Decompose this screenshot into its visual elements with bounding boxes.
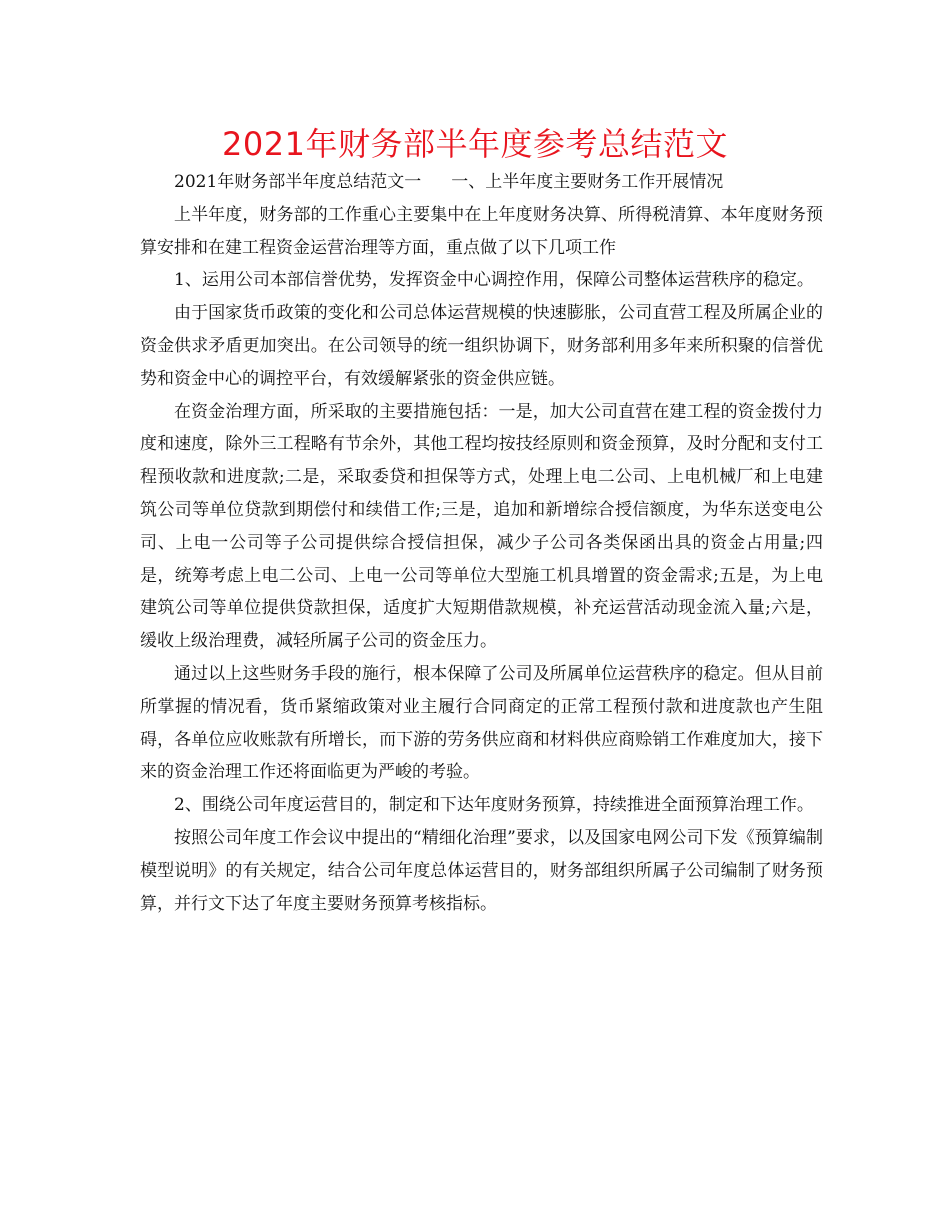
paragraph: 在资金治理方面，所采取的主要措施包括：一是，加大公司直营在建工程的资金拨付力度和速度，除外三工程略有节余外，其他工程均按技经原则和资金预算，及时分配和支付工程预收款和进度款;二是，采取委贷和担保等方式，处理上电二公司、上电机械厂和上电建筑公司等单位贷款到期偿付和续借工作;三是，追加和新增综合授信额度，为华东送变电公司、上电一公司等子公司提供综合授信担保，减少子公司各类保函出具的资金占用量;四是，统筹考虑上电二公司、上电一公司等单位大型施工机具增置的资金需求;五是，为上电建筑公司等单位提供贷款担保，适度扩大短期借款规模，补充运营活动现金流入量;六是，缓收上级治理费，减轻所属子公司的资金压力。 [140,401,823,652]
section-heading: 一、上半年度主要财务工作开展情况 [451,172,724,192]
document-title: 2021年财务部半年度参考总结范文 [222,125,728,163]
paragraph: 按照公司年度工作会议中提出的“精细化治理”要求，以及国家电网公司下发《预算编制模型说明》的有关规定，结合公司年度总体运营目的，财务部组织所属子公司编制了财务预算，并行文下达了年度主要财务预算考核指标。 [140,827,823,914]
paragraph: 1、运用公司本部信誉优势，发挥资金中心调控作用，保障公司整体运营秩序的稳定。 [174,270,814,291]
paragraph: 上半年度，财务部的工作重心主要集中在上年度财务决算、所得税清算、本年度财务预算安排和在建工程资金运营治理等方面，重点做了以下几项工作 [140,204,823,258]
document-body [140,166,823,920]
intro-line [140,166,823,199]
paragraph: 由于国家货币政策的变化和公司总体运营规模的快速膨胀，公司直营工程及所属企业的资金供求矛盾更加突出。在公司领导的统一组织协调下，财务部利用多年来所积聚的信誉优势和资金中心的调控平台，有效缓解紧张的资金供应链。 [140,303,823,389]
paragraph: 通过以上这些财务手段的施行，根本保障了公司及所属单位运营秩序的稳定。但从目前所掌握的情况看，货币紧缩政策对业主履行合同商定的正常工程预付款和进度款也产生阻碍，各单位应收账款有所增长，而下游的劳务供应商和材料供应商赊销工作难度加大，接下来的资金治理工作还将面临更为严峻的考验。 [140,663,823,783]
paragraph: 2、围绕公司年度运营目的，制定和下达年度财务预算，持续推进全面预算治理工作。 [174,795,814,816]
document-subtitle: 2021年财务部半年度总结范文一 [174,172,422,192]
